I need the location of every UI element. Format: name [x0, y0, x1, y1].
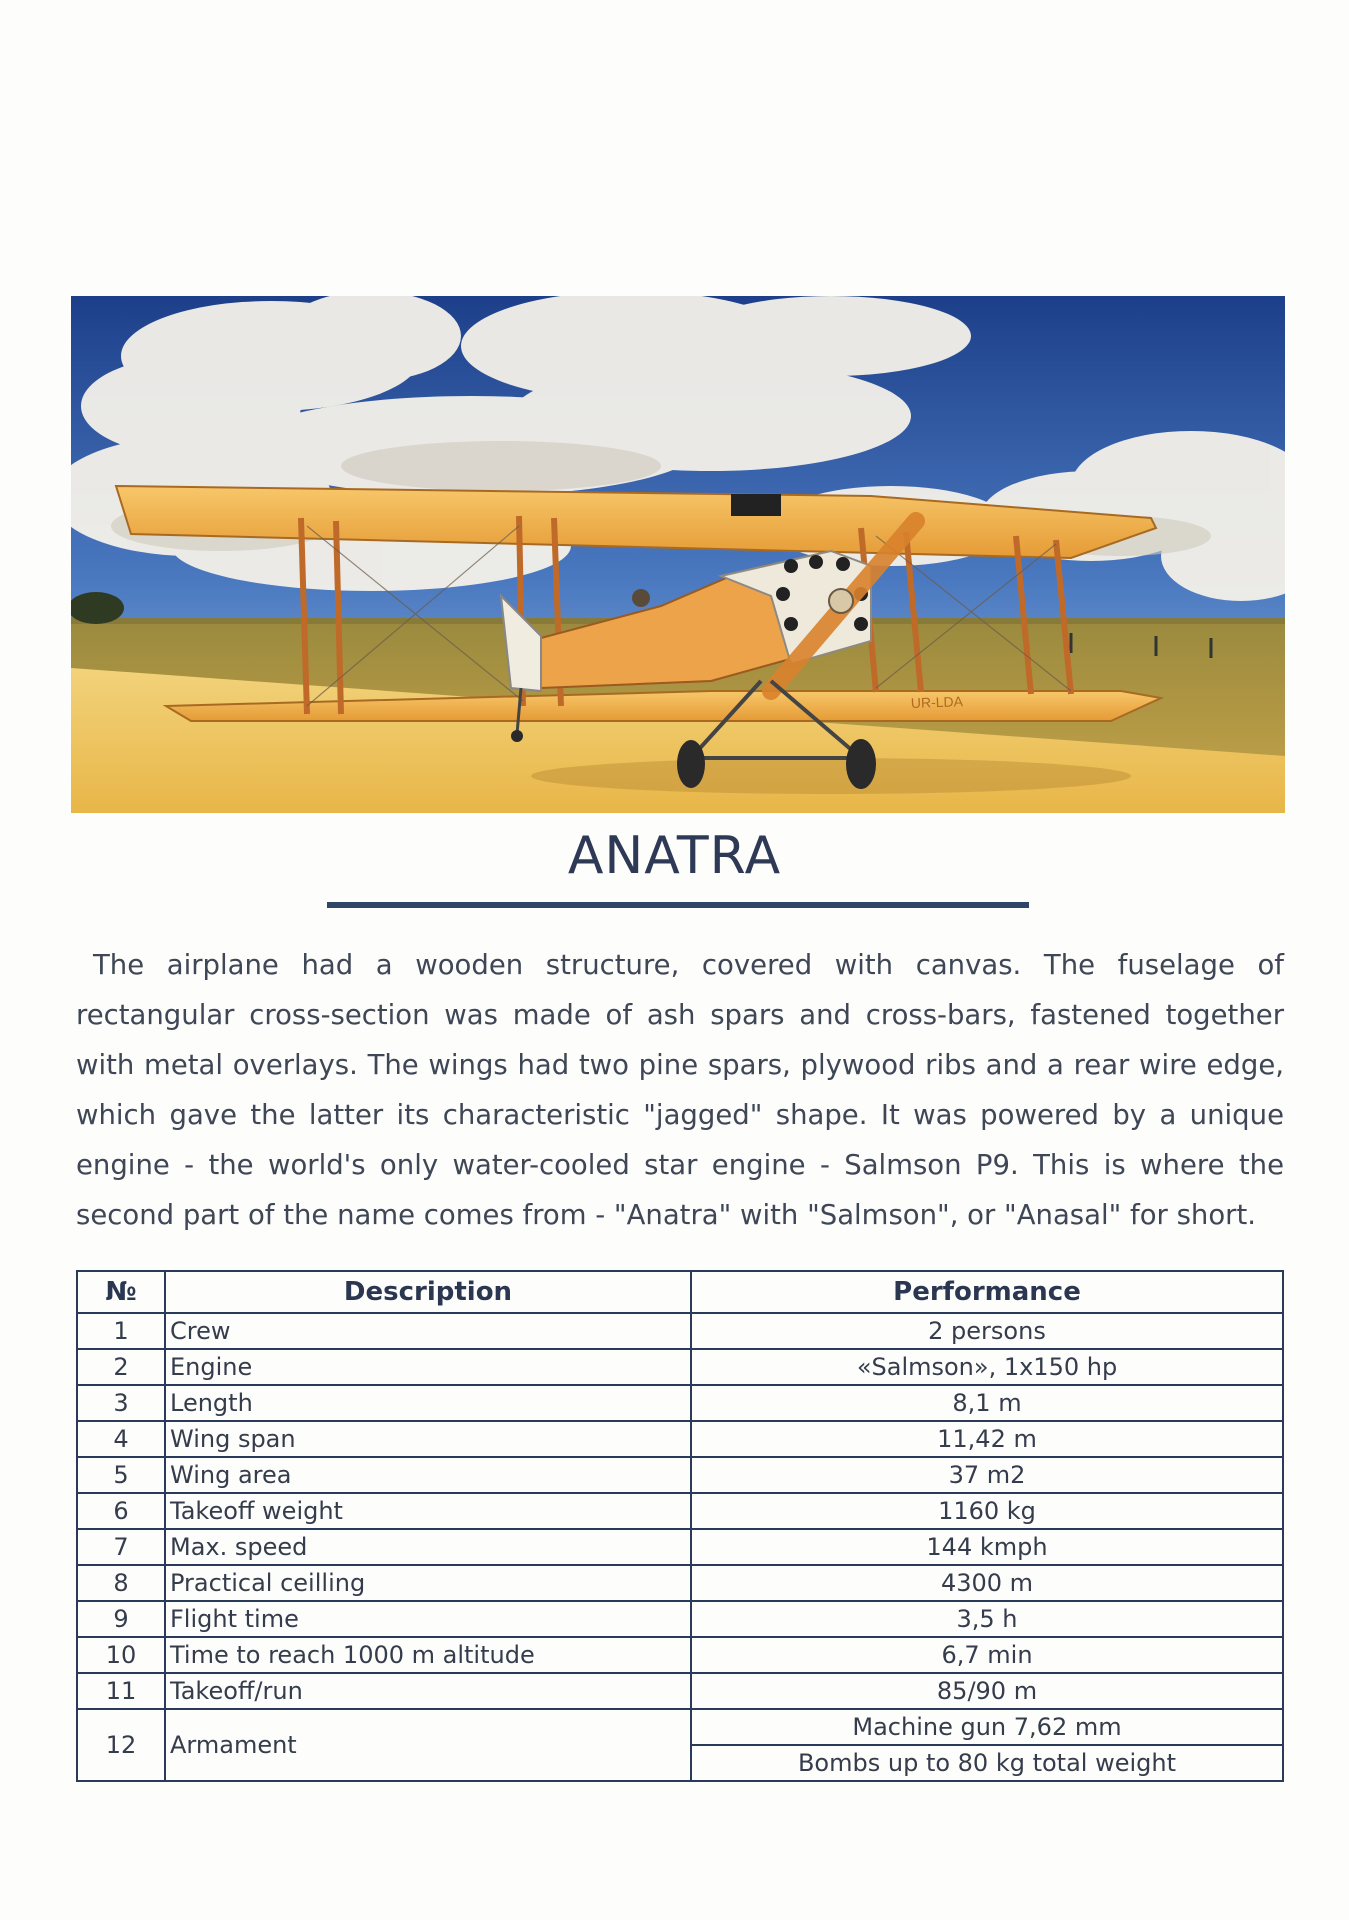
row-description: Wing span — [165, 1421, 691, 1457]
title-underline — [327, 902, 1029, 908]
header-description: Description — [165, 1271, 691, 1313]
row-description: Armament — [165, 1709, 691, 1781]
row-performance: 8,1 m — [691, 1385, 1283, 1421]
row-number: 3 — [77, 1385, 165, 1421]
row-description: Engine — [165, 1349, 691, 1385]
row-performance: 1160 kg — [691, 1493, 1283, 1529]
row-description: Crew — [165, 1313, 691, 1349]
table-row — [77, 1493, 1283, 1529]
svg-text:UR-LDA: UR-LDA — [910, 693, 964, 711]
description-paragraph: The airplane had a wooden structure, covered with canvas. The fuselage of rectangular cross-section was made of ash spars and cross-bars, fastened together with metal overlays. The wings had two pine spars, plywood ribs and a rear wire edge, which gave the latter its characteristic "jagged" shape. It was powered by a unique engine - the world's only water-cooled star engine - Salmson P9. This is where the second part of the name comes from - "Anatra" with "Salmson", or "Anasal" for short. — [76, 949, 1284, 1231]
row-performance: 2 persons — [691, 1313, 1283, 1349]
table-row — [77, 1601, 1283, 1637]
table-row — [77, 1709, 1283, 1745]
row-description: Wing area — [165, 1457, 691, 1493]
row-description: Takeoff weight — [165, 1493, 691, 1529]
row-number: 7 — [77, 1529, 165, 1565]
row-performance: 144 kmph — [691, 1529, 1283, 1565]
row-number: 8 — [77, 1565, 165, 1601]
row-performance: 37 m2 — [691, 1457, 1283, 1493]
row-description: Practical ceilling — [165, 1565, 691, 1601]
performance-table — [76, 1270, 1284, 1782]
row-number: 5 — [77, 1457, 165, 1493]
row-performance: 4300 m — [691, 1565, 1283, 1601]
row-description: Max. speed — [165, 1529, 691, 1565]
row-performance: 85/90 m — [691, 1673, 1283, 1709]
row-number: 9 — [77, 1601, 165, 1637]
row-description: Length — [165, 1385, 691, 1421]
row-number: 11 — [77, 1673, 165, 1709]
row-number: 6 — [77, 1493, 165, 1529]
row-performance-secondary: Bombs up to 80 kg total weight — [691, 1745, 1283, 1781]
row-number: 12 — [77, 1709, 165, 1781]
row-performance: 6,7 min — [691, 1637, 1283, 1673]
row-number: 4 — [77, 1421, 165, 1457]
table-row — [77, 1385, 1283, 1421]
row-performance: 11,42 m — [691, 1421, 1283, 1457]
row-performance: Machine gun 7,62 mm — [691, 1709, 1283, 1745]
table-header-row — [77, 1271, 1283, 1313]
row-number: 2 — [77, 1349, 165, 1385]
row-description: Flight time — [165, 1601, 691, 1637]
row-number: 1 — [77, 1313, 165, 1349]
row-description: Takeoff/run — [165, 1673, 691, 1709]
row-description: Time to reach 1000 m altitude — [165, 1637, 691, 1673]
header-number: № — [77, 1271, 165, 1313]
aircraft-photo — [71, 296, 1285, 813]
table-row — [77, 1421, 1283, 1457]
biplane-illustration — [71, 296, 1285, 813]
table-row — [77, 1457, 1283, 1493]
table-row — [77, 1673, 1283, 1709]
header-performance: Performance — [691, 1271, 1283, 1313]
table-row — [77, 1565, 1283, 1601]
table-row — [77, 1313, 1283, 1349]
row-performance: 3,5 h — [691, 1601, 1283, 1637]
table-row — [77, 1637, 1283, 1673]
page-title: ANATRA — [567, 826, 782, 886]
table-row — [77, 1529, 1283, 1565]
table-row — [77, 1349, 1283, 1385]
row-performance: «Salmson», 1x150 hp — [691, 1349, 1283, 1385]
row-number: 10 — [77, 1637, 165, 1673]
